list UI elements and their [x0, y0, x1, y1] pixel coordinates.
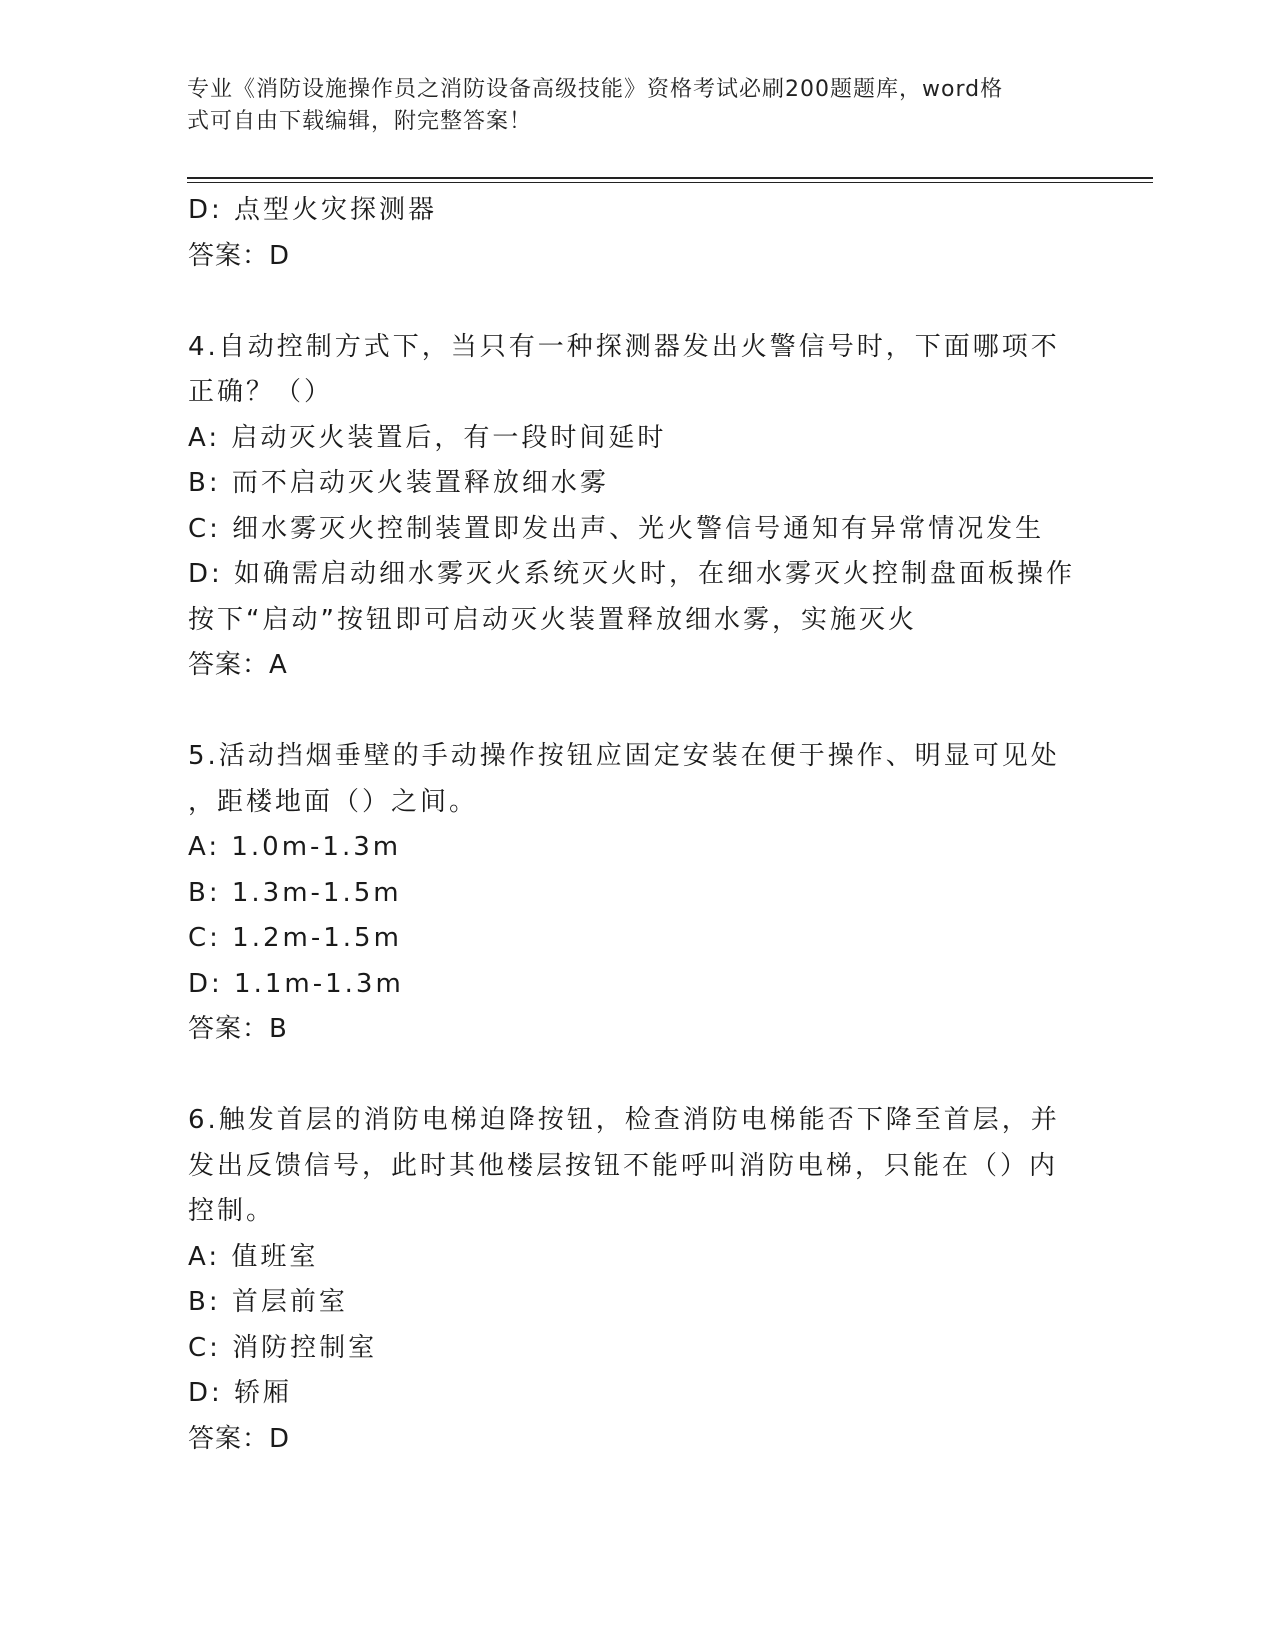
question-block-5: [188, 734, 1088, 1053]
answer-line: 答案：D: [188, 1423, 291, 1454]
spacer: [188, 689, 1088, 735]
option-c: C: 1.2m-1.5m: [188, 923, 402, 953]
document-header: [187, 74, 1087, 138]
option-c: C: 细水雾灭火控制装置即发出声、光火警信号通知有异常情况发生: [188, 513, 1045, 544]
question-block-4: [188, 325, 1088, 689]
option-c: C: 消防控制室: [188, 1332, 378, 1363]
answer-line: 答案：A: [188, 650, 288, 680]
question-stem: 5.活动挡烟垂壁的手动操作按钮应固定安装在便于操作、明显可见处: [188, 741, 1060, 771]
answer-line: 答案：D: [188, 240, 291, 271]
question-stem: 发出反馈信号，此时其他楼层按钮不能呼叫消防电梯，只能在（）内: [188, 1150, 1059, 1181]
question-content: [188, 188, 1088, 1462]
option-b: B: 首层前室: [188, 1287, 348, 1317]
header-line-2: 式可自由下载编辑，附完整答案！: [187, 109, 533, 134]
option-a: A: 启动灭火装置后，有一段时间延时: [188, 422, 667, 453]
answer-line: 答案：B: [188, 1014, 288, 1044]
header-line-1: 专业《消防设施操作员之消防设备高级技能》资格考试必刷200题题库，word格: [187, 77, 1004, 102]
spacer: [188, 1053, 1088, 1099]
question-block-6: [188, 1098, 1088, 1462]
option-d: D: 如确需启动细水雾灭火系统灭火时，在细水雾灭火控制盘面板操作: [188, 559, 1076, 589]
header-rule-thin: [187, 182, 1153, 183]
option-b: B: 1.3m-1.5m: [188, 877, 402, 908]
question-stem: 正确？（）: [188, 377, 334, 407]
option-a: A: 1.0m-1.3m: [188, 832, 402, 862]
option-d: D: 点型火灾探测器: [188, 195, 438, 225]
header-rule-thick: [187, 177, 1153, 179]
question-stem: 4.自动控制方式下，当只有一种探测器发出火警信号时，下面哪项不: [188, 331, 1060, 362]
option-a: A: 值班室: [188, 1241, 319, 1272]
spacer: [188, 279, 1088, 325]
question-stem: 6.触发首层的消防电梯迫降按钮，检查消防电梯能否下降至首层，并: [188, 1105, 1060, 1135]
question-stem: 控制。: [188, 1196, 276, 1226]
option-b: B: 而不启动灭火装置释放细水雾: [188, 468, 609, 498]
option-d: D: 轿厢: [188, 1378, 293, 1408]
question-stem: ，距楼地面（）之间。: [188, 786, 479, 817]
option-d: D: 1.1m-1.3m: [188, 968, 404, 999]
option-d-continued: 按下“启动”按钮即可启动灭火装置释放细水雾，实施灭火: [188, 604, 917, 635]
